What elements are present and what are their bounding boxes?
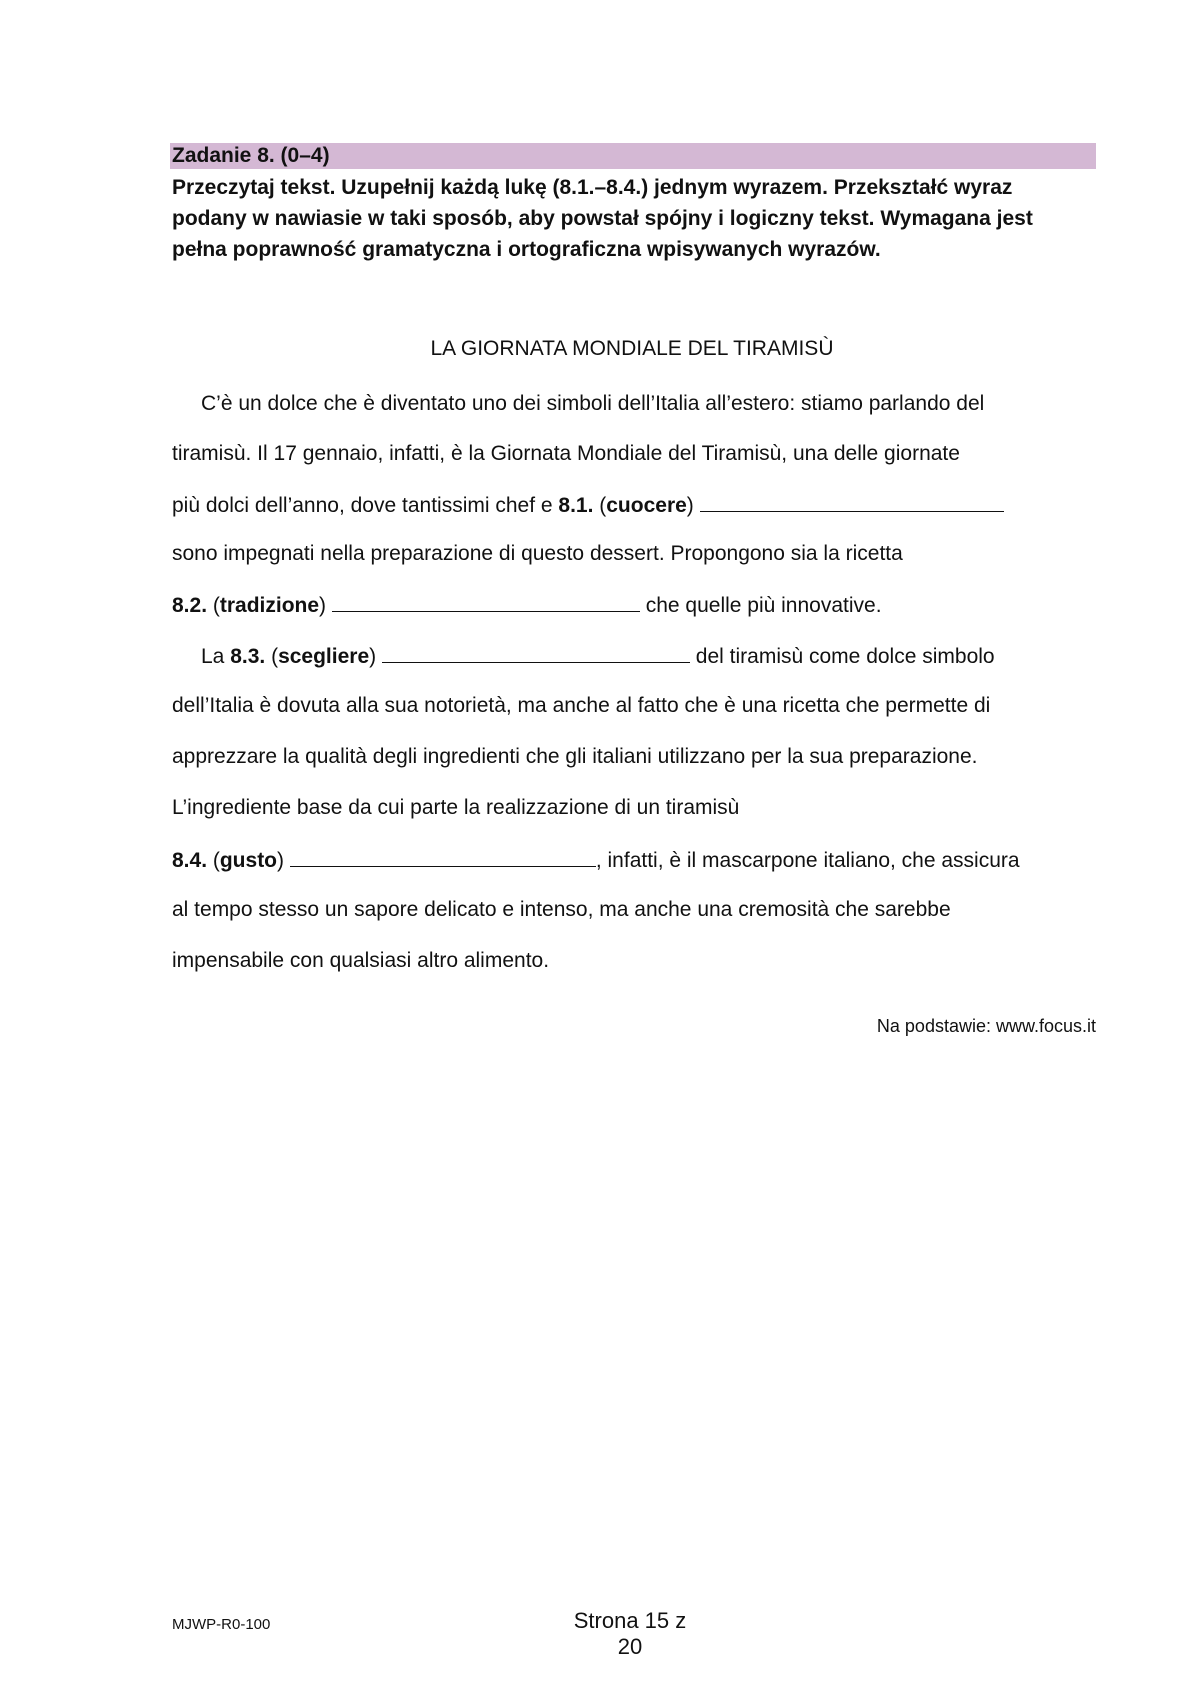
gap-number: 8.4. — [172, 849, 208, 872]
gap-word: tradizione — [219, 594, 320, 617]
gap-8-2-input[interactable] — [332, 591, 640, 612]
text-segment: più dolci dell’anno, dove tantissimi chef e — [172, 494, 559, 517]
gap-number: 8.2. — [172, 594, 208, 617]
text-line-10: 8.4. (gusto) , infatti, è il mascarpone italiano, che assicura — [172, 846, 1020, 874]
text-line-9: L’ingrediente base da cui parte la realizzazione di un tiramisù — [172, 796, 740, 819]
gap-word: scegliere — [278, 645, 370, 668]
text-title: LA GIORNATA MONDIALE DEL TIRAMISÙ — [430, 337, 834, 360]
text-line-8: apprezzare la qualità degli ingredienti che gli italiani utilizzano per la sua preparazione. — [172, 745, 978, 768]
text-line-4: sono impegnati nella preparazione di questo dessert. Propongono sia la ricetta — [172, 542, 903, 565]
text-segment: , infatti, è il mascarpone italiano, che assicura — [595, 849, 1020, 872]
text-line-6: La 8.3. (scegliere) del tiramisù come dolce simbolo — [201, 642, 995, 670]
text-segment: del tiramisù come dolce simbolo — [689, 645, 995, 668]
exam-code: MJWP-R0-100 — [172, 1616, 271, 1633]
instruction-line: Przeczytaj tekst. Uzupełnij każdą lukę (8.1.–8.4.) jednym wyrazem. Przekształć wyraz — [172, 176, 1013, 199]
text-line-5: 8.2. (tradizione) che quelle più innovative. — [172, 591, 882, 619]
gap-word: cuocere — [606, 494, 687, 517]
text-line-11: al tempo stesso un sapore delicato e intenso, ma anche una cremosità che sarebbe — [172, 898, 951, 921]
text-segment: che quelle più innovative. — [639, 594, 882, 617]
gap-word: gusto — [219, 849, 278, 872]
instruction-line: pełna poprawność gramatyczna i ortograficzna wpisywanych wyrazów. — [172, 238, 881, 261]
text-line-7: dell’Italia è dovuta alla sua notorietà, ma anche al fatto che è una ricetta che permette di — [172, 694, 991, 717]
gap-8-4-input[interactable] — [290, 846, 596, 867]
task-header: Zadanie 8. (0–4) — [170, 143, 1096, 169]
text-line-12: impensabile con qualsiasi altro alimento. — [172, 949, 550, 972]
task-instructions — [172, 172, 1102, 265]
instruction-line: podany w nawiasie w taki sposób, aby powstał spójny i logiczny tekst. Wymagana jest — [172, 207, 1033, 230]
source-citation: Na podstawie: www.focus.it — [876, 1016, 1096, 1036]
text-segment: La — [201, 645, 231, 668]
text-line-2: tiramisù. Il 17 gennaio, infatti, è la Giornata Mondiale del Tiramisù, una delle giornate — [172, 442, 960, 465]
gap-number: 8.1. — [558, 494, 594, 517]
text-line-1: C’è un dolce che è diventato uno dei simboli dell’Italia all’estero: stiamo parlando del — [201, 392, 985, 415]
gap-number: 8.3. — [230, 645, 266, 668]
page-number: Strona 15 z 20 — [573, 1608, 687, 1659]
text-line-3: più dolci dell’anno, dove tantissimi chef e 8.1. (cuocere) — [172, 491, 1004, 519]
gap-8-1-input[interactable] — [700, 491, 1004, 512]
gap-8-3-input[interactable] — [382, 642, 690, 663]
